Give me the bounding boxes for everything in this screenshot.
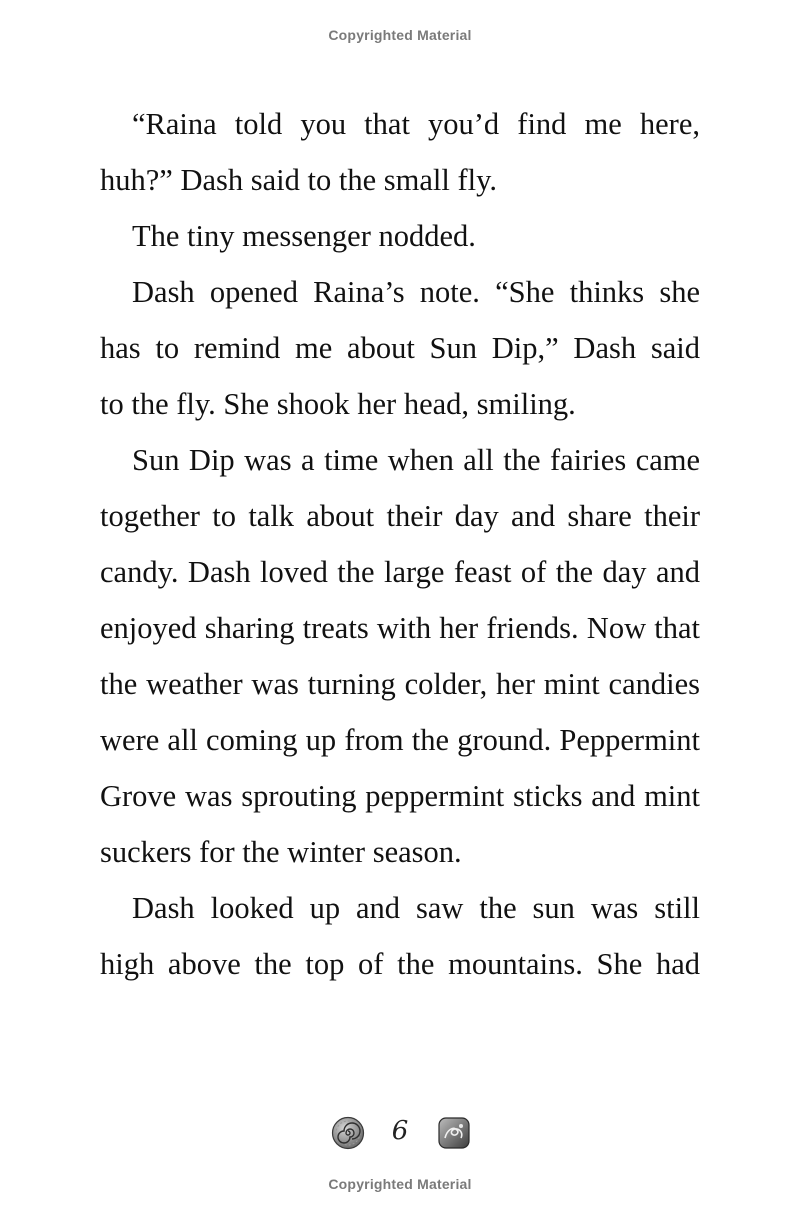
text-line: enjoyed sharing treats with her friends. Now that: [100, 611, 700, 645]
text-line: the weather was turning colder, her mint candies: [100, 667, 700, 701]
swirl-candy-icon: [331, 1116, 365, 1150]
body-text: [100, 96, 700, 992]
text-line: candy. Dash loved the large feast of the day and: [100, 555, 700, 589]
text-line: high above the top of the mountains. She had: [100, 947, 700, 981]
wrapped-candy-icon: [437, 1116, 471, 1150]
text-line: were all coming up from the ground. Peppermint: [100, 723, 700, 757]
copyright-watermark-top: Copyrighted Material: [328, 27, 472, 43]
text-line: Sun Dip was a time when all the fairies came: [132, 443, 700, 477]
text-line: Dash opened Raina’s note. “She thinks she: [132, 275, 700, 309]
text-line: The tiny messenger nodded.: [132, 219, 476, 253]
text-line: Dash looked up and saw the sun was still: [132, 891, 700, 925]
copyright-watermark-bottom: Copyrighted Material: [328, 1176, 472, 1192]
text-line: huh?” Dash said to the small fly.: [100, 163, 497, 197]
text-line: together to talk about their day and share their: [100, 499, 700, 533]
page-number: 6: [391, 1116, 409, 1146]
text-line: suckers for the winter season.: [100, 835, 462, 869]
text-line: to the fly. She shook her head, smiling.: [100, 387, 576, 421]
page-footer: [0, 1114, 800, 1154]
text-line: has to remind me about Sun Dip,” Dash said: [100, 331, 700, 365]
text-line: Grove was sprouting peppermint sticks and mint: [100, 779, 700, 813]
text-line: “Raina told you that you’d find me here,: [132, 107, 700, 141]
